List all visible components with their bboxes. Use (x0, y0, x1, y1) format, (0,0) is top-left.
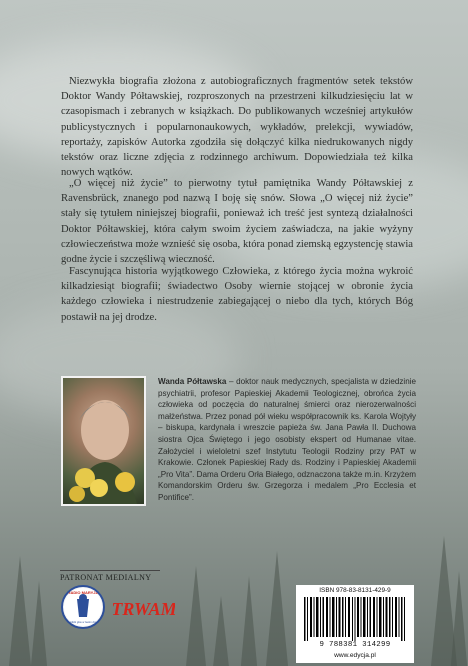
closing-paragraph: Fascynująca historia wyjątkowego Człowieka, z którego życia można wykroić kilkadziesiąt biografii; świadectwo Osoby wiernie stojącej w obronie życia każdego człowieka i niestrudzenie zabiegającej o niebo dla tych, których Bóg postawił na jej drodze. (61, 266, 413, 323)
author-photo (61, 376, 146, 506)
title-paragraph: „O więcej niż życie” to pierwotny tytuł pamiętnika Wandy Półtawskiej z Ravensbrück, znanego pod nazwą I boję się snów. Słowa „O więcej niż życie” stały się tytułem niniejszej biografii, ponieważ ich treść jest syntezą działalności Doktor Półtawskiej, która całym swoim życiem zaświadcza, na jakie wyżyny człowieczeństwa może wznieść się osoba, która ponad ziemską egzystencję stawia godne życie i szczęśliwą wieczność. (61, 178, 413, 266)
radio-logo-name: RADIO MARYJA (67, 590, 99, 595)
tree-silhouette (265, 551, 289, 666)
tree-silhouette (8, 556, 32, 666)
barcode-panel (296, 585, 414, 663)
tree-silhouette (450, 571, 468, 666)
author-name: Wanda Półtawska (158, 377, 227, 386)
isbn-text: ISBN 978-83-8131-429-9 (319, 587, 391, 594)
tree-silhouette (212, 596, 230, 666)
barcode-digits: 9 788381 314299 (319, 641, 391, 649)
tree-silhouette (185, 566, 207, 666)
tree-silhouette (30, 581, 48, 666)
radio-maryja-logo (61, 585, 105, 629)
publisher-website: www.edycja.pl (334, 652, 376, 659)
intro-paragraph: Niezwykła biografia złożona z autobiograficznych fragmentów setek tekstów Doktor Wandy Półtawskiej, rozproszonych na przestrzeni kilkudziesięciu lat w czasopismach i zebranych w książkach. Do publikowanych wcześniej artykułów publicystycznych i popularnonaukowych, wykładów, prelekcji, wywiadów, reportaży, zapisków Autorka zgodziła się dołączyć kilka niedrukowanych nigdy tekstów oraz liczne zdjęcia z rodzinnego archiwum. Dopowiedziała też kilka nowych wątków. (61, 76, 413, 179)
radio-logo-tagline: katolicki głos w twoim domu (66, 621, 100, 624)
barcode-bars (304, 597, 406, 641)
media-patronage-label: PATRONAT MEDIALNY (60, 570, 160, 582)
author-bio-text: – doktor nauk medycznych, specjalista w dziedzinie psychiatrii, profesor Papieskiej Akademii Teologicznej, obrońca życia człowieka od poczęcia do naturalnej śmierci oraz nierozerwalności małżeństwa. Przez ponad pół wieku współpracownik ks. Karola Wojtyły – biskupa, kardynała i wreszcie papieża św. Jana Pawła II. Duchowa siostra Ojca Świętego i jego osobisty ekspert od Humanae vitae. Założyciel i wieloletni szef Instytutu Teologii Rodziny przy PAT w Krakowie. Członek Papieskiej Rady ds. Rodziny i Papieskiej Akademii „Pro Vita”. Dama Orderu Orła Białego, odznaczona także m.in. Krzyżem Komandorskim Orderu św. Grzegorza i medalem „Pro Ecclesia et Pontifice”. (158, 377, 416, 502)
trwam-logo-text: TRWAM (113, 599, 175, 619)
author-bio (158, 376, 416, 504)
trwam-logo (113, 592, 175, 622)
tree-silhouette (240, 576, 258, 666)
